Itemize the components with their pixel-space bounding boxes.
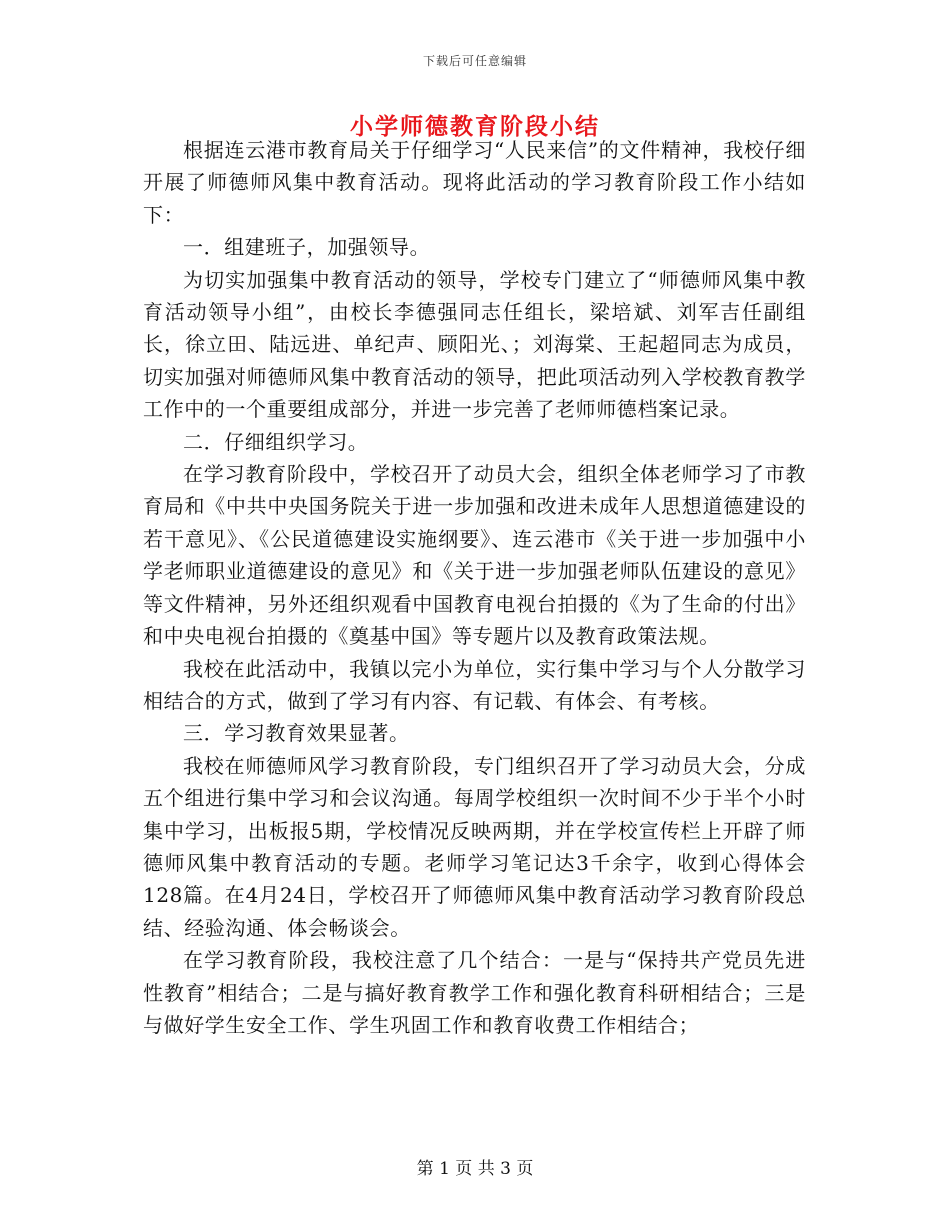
paragraph: 在学习教育阶段中，学校召开了动员大会，组织全体老师学习了市教育局和《中共中央国务院关于进一步加强和改进未成年人思想道德建设的若干意见》、《公民道德建设实施纲要》、连云港市《关于进一步加强中小学老师职业道德建设的意见》和《关于进一步加强老师队伍建设的意见》等文件精神，另外还组织观看中国教育电视台拍摄的《为了生命的付出》和中央电视台拍摄的《奠基中国》等专题片以及教育政策法规。 <box>143 462 806 649</box>
page-header-note: 下载后可任意编辑 <box>422 54 527 68</box>
paragraph-intro: 根据连云港市教育局关于仔细学习“人民来信”的文件精神，我校仔细开展了师德师风集中教育活动。现将此活动的学习教育阶段工作小结如下： <box>143 138 806 227</box>
document-title: 小学师德教育阶段小结 <box>350 113 600 140</box>
section-heading-3: 三．学习教育效果显著。 <box>183 721 410 746</box>
document-body <box>143 134 806 1041</box>
paragraph: 在学习教育阶段，我校注意了几个结合：一是与“保持共产党员先进性教育”相结合；二是与搞好教育教学工作和强化教育科研相结合；三是与做好学生安全工作、学生巩固工作和教育收费工作相结合； <box>143 948 806 1037</box>
page-indicator: 第 1 页 共 3 页 <box>416 1159 534 1179</box>
paragraph: 我校在师德师风学习教育阶段，专门组织召开了学习动员大会，分成五个组进行集中学习和会议沟通。每周学校组织一次时间不少于半个小时集中学习，出板报5期，学校情况反映两期，并在学校宣传栏上开辟了师德师风集中教育活动的专题。老师学习笔记达3千余字，收到心得体会128篇。在4月24日，学校召开了师德师风集中教育活动学习教育阶段总结、经验沟通、体会畅谈会。 <box>143 753 806 940</box>
section-heading-2: 二．仔细组织学习。 <box>183 429 369 454</box>
section-heading-1: 一．组建班子，加强领导。 <box>183 235 431 260</box>
paragraph: 为切实加强集中教育活动的领导，学校专门建立了“师德师风集中教育活动领导小组”，由校长李德强同志任组长，梁培斌、刘军吉任副组长，徐立田、陆远进、单纪声、顾阳光、；刘海棠、王起超同志为成员，切实加强对师德师风集中教育活动的领导，把此项活动列入学校教育教学工作中的一个重要组成部分，并进一步完善了老师师德档案记录。 <box>143 267 806 422</box>
paragraph: 我校在此活动中，我镇以完小为单位，实行集中学习与个人分散学习相结合的方式，做到了学习有内容、有记载、有体会、有考核。 <box>143 656 806 713</box>
